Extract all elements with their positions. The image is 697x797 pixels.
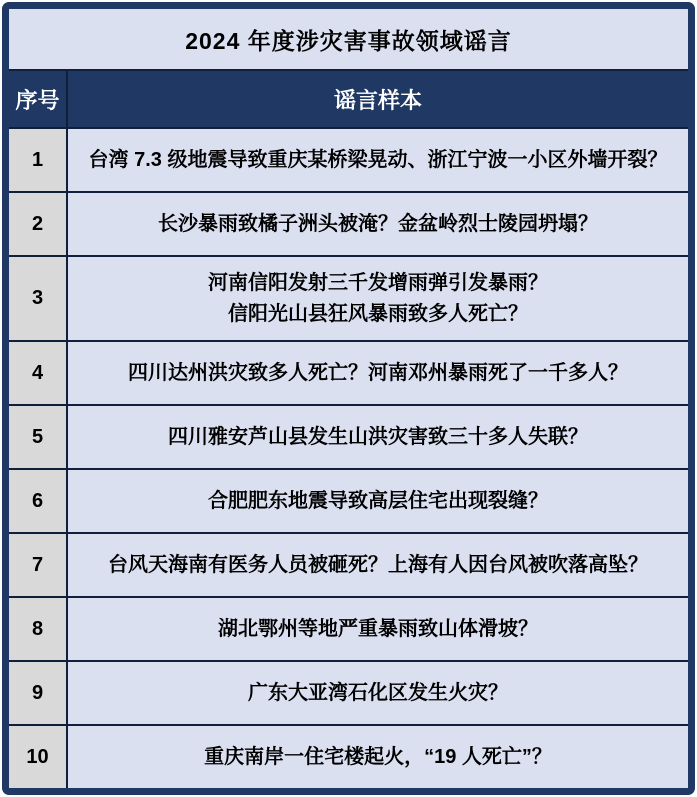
rumor-text-line: 广东大亚湾石化区发生火灾？ <box>248 681 508 704</box>
row-index-cell: 5 <box>9 406 68 468</box>
rumor-text-line: 台湾 7.3 级地震导致重庆某桥梁晃动、浙江宁波一小区外墙开裂？ <box>88 148 668 171</box>
rumor-text-line: 合肥肥东地震导致高层住宅出现裂缝？ <box>208 489 548 512</box>
rumor-text-line: 长沙暴雨致橘子洲头被淹？金盆岭烈士陵园坍塌？ <box>158 212 598 235</box>
rumor-text-cell <box>68 129 688 191</box>
table-body <box>9 127 688 788</box>
rumor-table <box>2 2 695 795</box>
table-row <box>9 191 688 255</box>
table-row <box>9 127 688 191</box>
rumor-text-line: 信阳光山县狂风暴雨致多人死亡？ <box>228 302 528 325</box>
rumor-text-cell <box>68 598 688 660</box>
row-index-cell: 7 <box>9 534 68 596</box>
rumor-text-line: 湖北鄂州等地严重暴雨致山体滑坡？ <box>218 617 538 640</box>
rumor-text-cell <box>68 470 688 532</box>
row-index-cell: 3 <box>9 257 68 340</box>
row-index-cell: 9 <box>9 662 68 724</box>
row-index-cell: 4 <box>9 342 68 404</box>
row-index-cell: 10 <box>9 726 68 788</box>
row-index-cell: 6 <box>9 470 68 532</box>
rumor-text-cell <box>68 534 688 596</box>
table-row <box>9 404 688 468</box>
rumor-text-line: 四川雅安芦山县发生山洪灾害致三十多人失联？ <box>168 425 588 448</box>
rumor-text-cell <box>68 342 688 404</box>
column-header-index: 序号 <box>9 71 68 127</box>
table-header-row <box>9 69 688 127</box>
rumor-text-line: 重庆南岸一住宅楼起火，“19 人死亡”？ <box>204 745 552 768</box>
rumor-text-cell <box>68 662 688 724</box>
table-row <box>9 468 688 532</box>
row-index-cell: 8 <box>9 598 68 660</box>
rumor-text-line: 四川达州洪灾致多人死亡？河南邓州暴雨死了一千多人？ <box>128 361 628 384</box>
row-index-cell: 1 <box>9 129 68 191</box>
table-row <box>9 532 688 596</box>
table-title: 2024 年度涉灾害事故领域谣言 <box>9 9 688 69</box>
table-row <box>9 255 688 340</box>
rumor-text-cell <box>68 257 688 340</box>
column-header-sample: 谣言样本 <box>333 87 422 113</box>
rumor-text-cell <box>68 406 688 468</box>
rumor-text-line: 河南信阳发射三千发增雨弹引发暴雨？ <box>208 271 548 294</box>
rumor-text-cell <box>68 726 688 788</box>
table-row <box>9 660 688 724</box>
table-row <box>9 724 688 788</box>
table-row <box>9 340 688 404</box>
table-row <box>9 596 688 660</box>
rumor-text-cell <box>68 193 688 255</box>
rumor-text-line: 台风天海南有医务人员被砸死？上海有人因台风被吹落高坠？ <box>108 553 648 576</box>
row-index-cell: 2 <box>9 193 68 255</box>
